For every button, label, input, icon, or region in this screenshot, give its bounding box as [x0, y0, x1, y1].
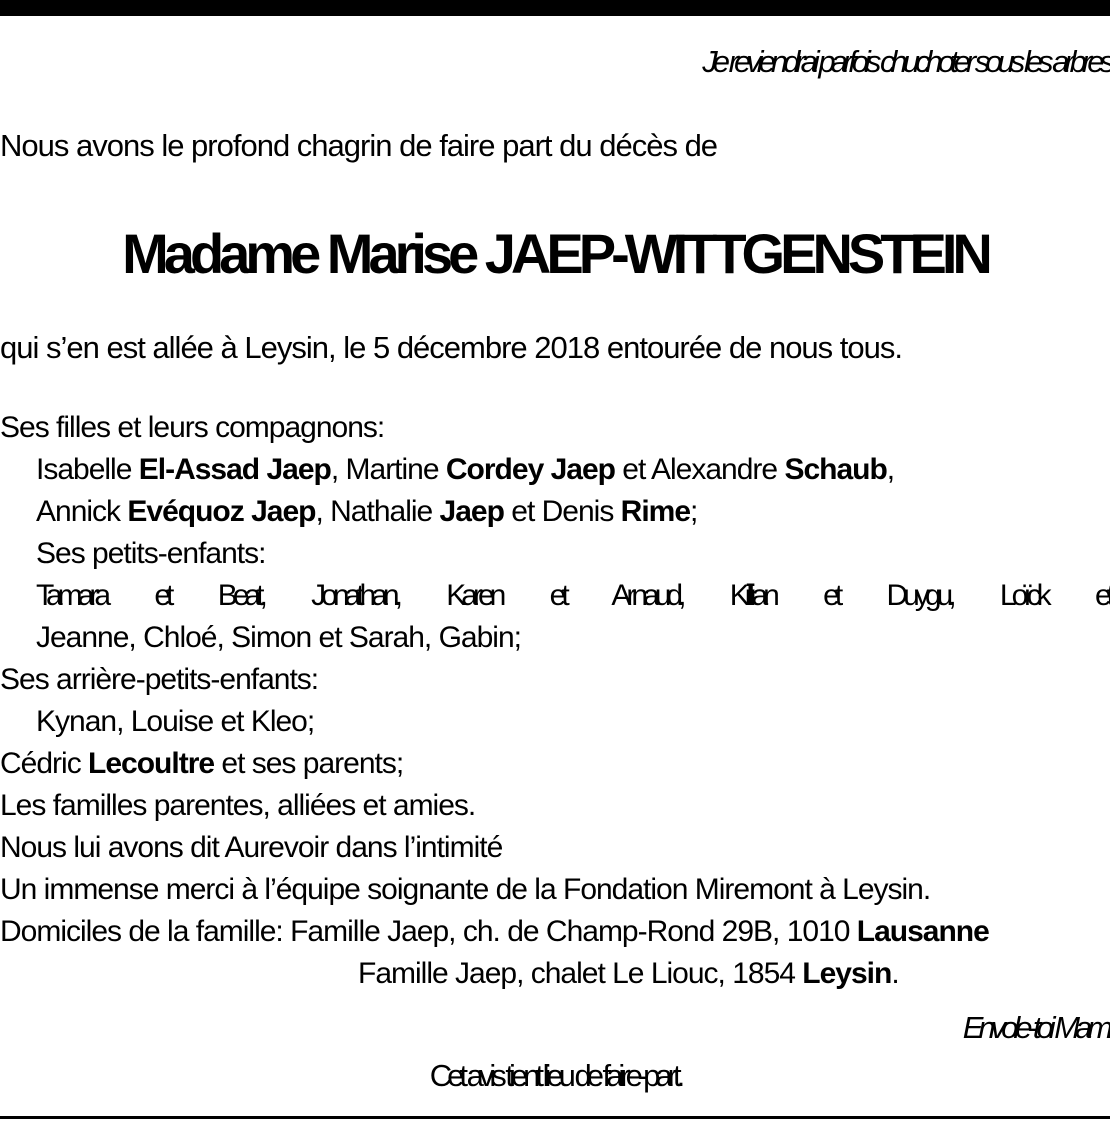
address: Famille Jaep, chalet Le Liouc, 1854 — [358, 957, 803, 990]
closing-phrase: Envole-toi Mami — [962, 1010, 1110, 1045]
text: , Nathalie — [315, 495, 440, 528]
great-grandchildren-line-1: Kynan, Louise et Kleo; — [36, 705, 315, 738]
surname: El-Assad Jaep — [138, 453, 331, 486]
city: Lausanne — [856, 915, 989, 948]
surname: Lecoultre — [88, 747, 215, 780]
domicile-label: Domiciles de la famille: — [0, 915, 291, 948]
top-rule — [0, 0, 1110, 16]
departure-text: qui s’en est allée à Leysin, le 5 décembre 2018 entourée de nous tous. — [0, 330, 902, 365]
grandchildren-line-2: Jeanne, Chloé, Simon et Sarah, Gabin; — [36, 621, 521, 654]
great-grandchildren-heading: Ses arrière-petits-enfants: — [0, 663, 319, 696]
daughters-line-2 — [36, 494, 697, 530]
text: et Denis — [503, 495, 621, 528]
intro-text: Nous avons le profond chagrin de faire part du décès de — [0, 128, 718, 163]
text: Cédric — [0, 747, 89, 780]
surname: Jaep — [439, 495, 504, 528]
deceased-name: Madame Marise JAEP-WITTGENSTEIN — [122, 222, 988, 285]
bottom-rule — [0, 1116, 1110, 1119]
surname: Schaub — [784, 453, 887, 486]
notice-line: Cet avis tient lieu de faire-part. — [429, 1058, 681, 1093]
text: Isabelle — [36, 453, 139, 486]
text: , Martine — [330, 453, 446, 486]
grandchildren-heading: Ses petits-enfants: — [36, 537, 266, 570]
surname: Cordey Jaep — [445, 453, 615, 486]
families-line: Les familles parentes, alliées et amies. — [0, 789, 476, 822]
text: et ses parents; — [214, 747, 404, 780]
thanks-line: Un immense merci à l’équipe soignante de la Fondation Miremont à Leysin. — [0, 873, 931, 906]
address: Famille Jaep, ch. de Champ-Rond 29B, 1010 — [290, 915, 857, 948]
text: . — [891, 957, 899, 990]
text: et Alexandre — [614, 453, 785, 486]
surname: Rime — [620, 495, 691, 528]
surname: Evéquoz Jaep — [127, 495, 316, 528]
daughters-heading: Ses filles et leurs compagnons: — [0, 411, 385, 444]
grandchildren-line-1: Tamara et Beat, Jonathan, Karen et Arnaud, Killian et Duygu, Loïck et — [36, 579, 1110, 612]
farewell-line: Nous lui avons dit Aurevoir dans l’intimité — [0, 831, 503, 864]
domicile-line-2 — [358, 956, 899, 992]
epigraph: Je reviendrai parfois chuchoter sous les arbres — [702, 44, 1110, 79]
text: , — [886, 453, 895, 486]
domicile-line-1 — [0, 914, 989, 950]
text: Annick — [36, 495, 128, 528]
text: ; — [690, 495, 698, 528]
cedric-line — [0, 746, 403, 782]
daughters-line-1 — [36, 452, 894, 488]
city: Leysin — [802, 957, 892, 990]
